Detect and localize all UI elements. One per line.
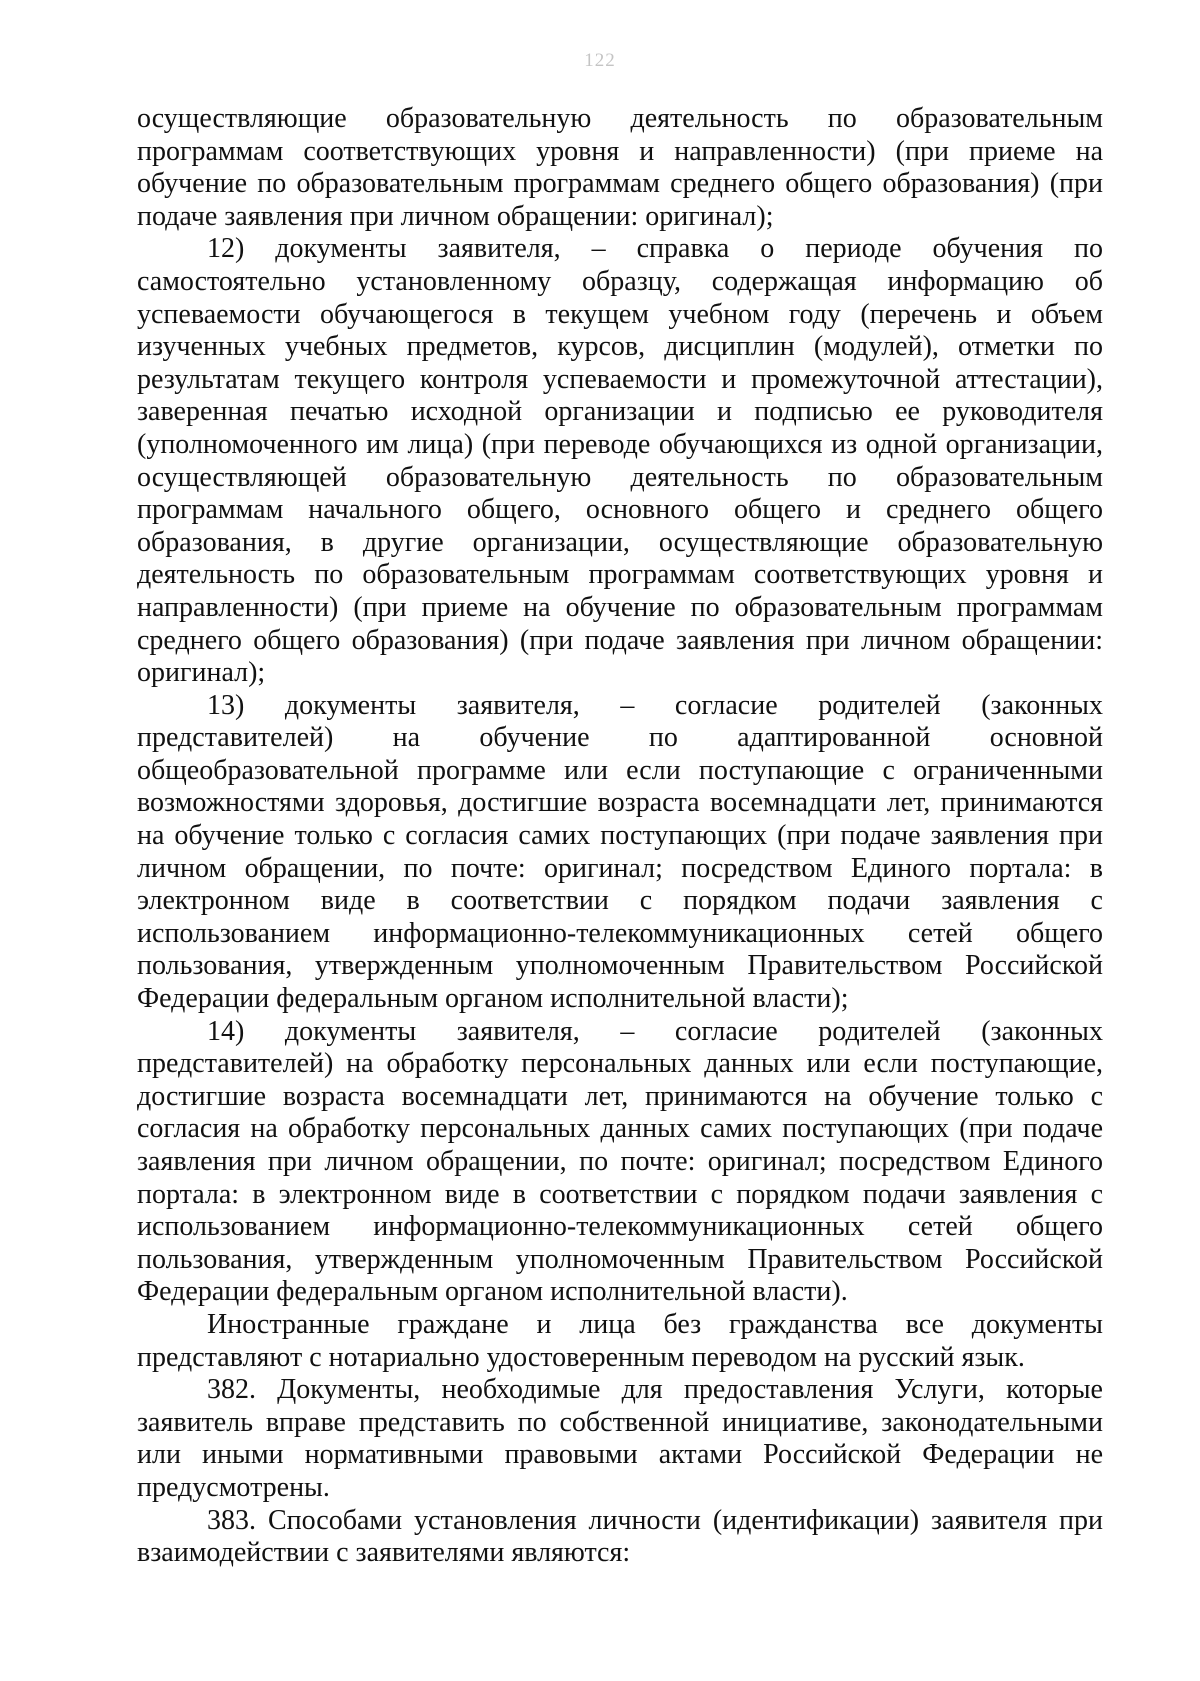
paragraph-foreign-citizens: Иностранные граждане и лица без гражданства все документы представляют с нотариально удостоверенным переводом на русский язык. [137,1308,1103,1373]
paragraph-continuation: осуществляющие образовательную деятельность по образовательным программам соответствующих уровня и направленности) (при приеме на обучение по образовательным программам среднего общего образования) (при подаче заявления при личном обращении: оригинал); [137,103,1103,232]
paragraph-item-13: 13) документы заявителя, – согласие родителей (законных представителей) на обучение по адаптированной основной общеобразовательной программе или если поступающие с ограниченными возможностями здоровья, достигшие возраста восемнадцати лет, принимаются на обучение только с согласия самих поступающих (при подаче заявления при личном обращении, по почте: оригинал; посредством Единого портала: в электронном виде в соответствии с порядком подачи заявления с использованием информационно-телекоммуникационных сетей общего пользования, утвержденным уполномоченным Правительством Российской Федерации федеральным органом исполнительной власти); [137,689,1103,1015]
paragraph-item-382: 382. Документы, необходимые для предоставления Услуги, которые заявитель вправе представить по собственной инициативе, законодательными или иными нормативными правовыми актами Российской Федерации не предусмотрены. [137,1374,1103,1503]
paragraph-item-14: 14) документы заявителя, – согласие родителей (законных представителей) на обработку персональных данных или если поступающие, достигшие возраста восемнадцати лет, принимаются на обучение только с согласия на обработку персональных данных самих поступающих (при подаче заявления при личном обращении, по почте: оригинал; посредством Единого портала: в электронном виде в соответствии с порядком подачи заявления с использованием информационно-телекоммуникационных сетей общего пользования, утвержденным уполномоченным Правительством Российской Федерации федеральным органом исполнительной власти). [137,1015,1103,1308]
document-body [137,103,1103,1570]
paragraph-item-12: 12) документы заявителя, – справка о периоде обучения по самостоятельно установленному образцу, содержащая информацию об успеваемости обучающегося в текущем учебном году (перечень и объем изученных учебных предметов, курсов, дисциплин (модулей), отметки по результатам текущего контроля успеваемости и промежуточной аттестации), заверенная печатью исходной организации и подписью ее руководителя (уполномоченного им лица) (при переводе обучающихся из одной организации, осуществляющей образовательную деятельность по образовательным программам начального общего, основного общего и среднего общего образования, в другие организации, осуществляющие образовательную деятельность по образовательным программам соответствующих уровня и направленности) (при приеме на обучение по образовательным программам среднего общего образования) (при подаче заявления при личном обращении: оригинал); [137,233,1103,689]
page-number: 122 [584,50,616,71]
paragraph-item-383: 383. Способами установления личности (идентификации) заявителя при взаимодействии с заявителями являются: [137,1504,1103,1569]
